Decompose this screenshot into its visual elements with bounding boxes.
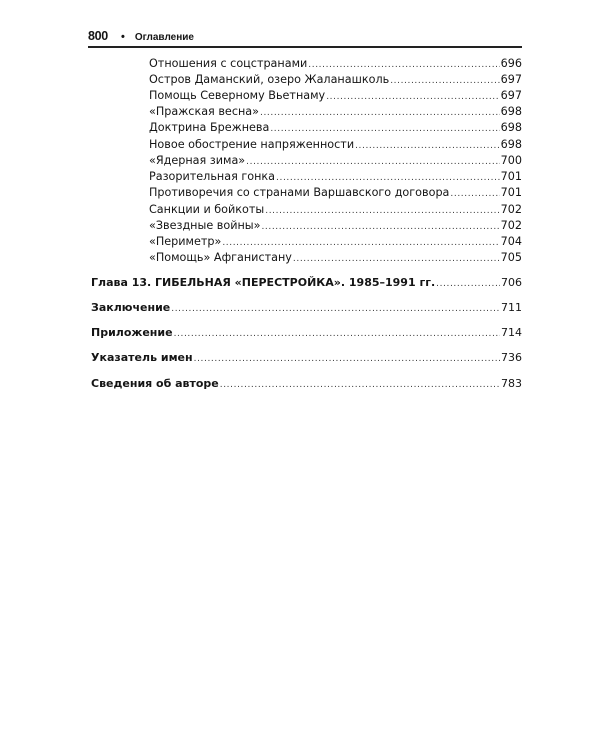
toc-subentry[interactable] — [149, 251, 522, 266]
toc-entry-page: 711 — [501, 301, 522, 314]
leader-dots — [174, 327, 500, 341]
leader-dots — [450, 187, 499, 201]
leader-dots — [326, 90, 499, 104]
toc-entry-title: Приложение — [91, 326, 173, 339]
leader-dots — [260, 106, 500, 120]
toc-entry-title: Новое обострение напряженности — [149, 138, 355, 151]
toc-entry-title: «Звездные войны» — [149, 219, 261, 232]
leader-dots — [220, 378, 500, 392]
leader-dots — [171, 302, 500, 316]
toc-subentry[interactable] — [149, 219, 522, 234]
toc-entry-title: «Ядерная зима» — [149, 154, 246, 167]
toc-entry-page: 698 — [500, 138, 522, 151]
running-header — [88, 29, 194, 45]
toc-entry-title: Отношения с соцстранами — [149, 57, 308, 70]
leader-dots — [390, 74, 499, 88]
leader-dots — [276, 171, 500, 185]
toc-entry-page: 714 — [501, 326, 522, 339]
toc-subentry[interactable] — [149, 235, 522, 250]
toc-entry-page: 706 — [501, 276, 522, 289]
leader-dots — [246, 155, 499, 169]
toc-entry-title: Помощь Северному Вьетнаму — [149, 89, 326, 102]
toc-entry-page: 697 — [500, 89, 522, 102]
toc-entry-page: 704 — [500, 235, 522, 248]
toc-entry-page: 697 — [500, 73, 522, 86]
toc-subentry[interactable] — [149, 89, 522, 104]
toc-entry-title: Противоречия со странами Варшавского договора — [149, 186, 450, 199]
bullet-separator: • — [120, 31, 125, 43]
toc-subentry[interactable] — [149, 57, 522, 72]
leader-dots — [355, 139, 500, 153]
toc-main-entry[interactable] — [91, 301, 522, 316]
toc-entry-title: Заключение — [91, 301, 171, 314]
toc-subentry[interactable] — [149, 73, 522, 88]
toc-entry-title: Остров Даманский, озеро Жаланашколь — [149, 73, 390, 86]
toc-entry-page: 702 — [500, 219, 522, 232]
leader-dots — [194, 352, 500, 366]
toc-main-entry[interactable] — [91, 377, 522, 392]
toc-entry-page: 702 — [500, 203, 522, 216]
toc-entry-title: Санкции и бойкоты — [149, 203, 265, 216]
toc-entry-page: 700 — [500, 154, 522, 167]
toc-entry-title: Указатель имен — [91, 351, 193, 364]
toc-chapter-entry[interactable] — [91, 276, 522, 291]
toc-entry-page: 783 — [501, 377, 522, 390]
leader-dots — [270, 122, 499, 136]
toc-entry-page: 701 — [500, 186, 522, 199]
toc-entry-page: 701 — [500, 170, 522, 183]
toc-subentry[interactable] — [149, 105, 522, 120]
toc-subentry[interactable] — [149, 121, 522, 136]
toc-main-entry[interactable] — [91, 351, 522, 366]
toc-subentry[interactable] — [149, 138, 522, 153]
toc-subentry[interactable] — [149, 154, 522, 169]
leader-dots — [293, 252, 500, 266]
toc-entry-title: «Периметр» — [149, 235, 222, 248]
leader-dots — [222, 236, 499, 250]
toc-entry-title: Сведения об авторе — [91, 377, 219, 390]
leader-dots — [308, 58, 499, 72]
leader-dots — [261, 220, 499, 234]
toc-entry-title: Доктрина Брежнева — [149, 121, 270, 134]
page-number: 800 — [88, 29, 108, 43]
toc-subentry[interactable] — [149, 186, 522, 201]
header-rule — [88, 46, 522, 48]
leader-dots — [265, 204, 499, 218]
toc-entry-title: Глава 13. ГИБЕЛЬНАЯ «ПЕРЕСТРОЙКА». 1985–1991 гг. — [91, 276, 436, 289]
toc-entry-page: 736 — [501, 351, 522, 364]
toc-entry-page: 696 — [500, 57, 522, 70]
toc-subentry[interactable] — [149, 203, 522, 218]
toc-entry-page: 705 — [500, 251, 522, 264]
toc-subentry[interactable] — [149, 170, 522, 185]
toc-entry-title: «Помощь» Афганистану — [149, 251, 292, 264]
toc-entry-title: «Пражская весна» — [149, 105, 259, 118]
section-title: Оглавление — [134, 32, 194, 43]
toc-entry-title: Разорительная гонка — [149, 170, 276, 183]
toc-entry-page: 698 — [500, 121, 522, 134]
leader-dots — [436, 277, 500, 291]
toc-entry-page: 698 — [500, 105, 522, 118]
toc-main-entry[interactable] — [91, 326, 522, 341]
